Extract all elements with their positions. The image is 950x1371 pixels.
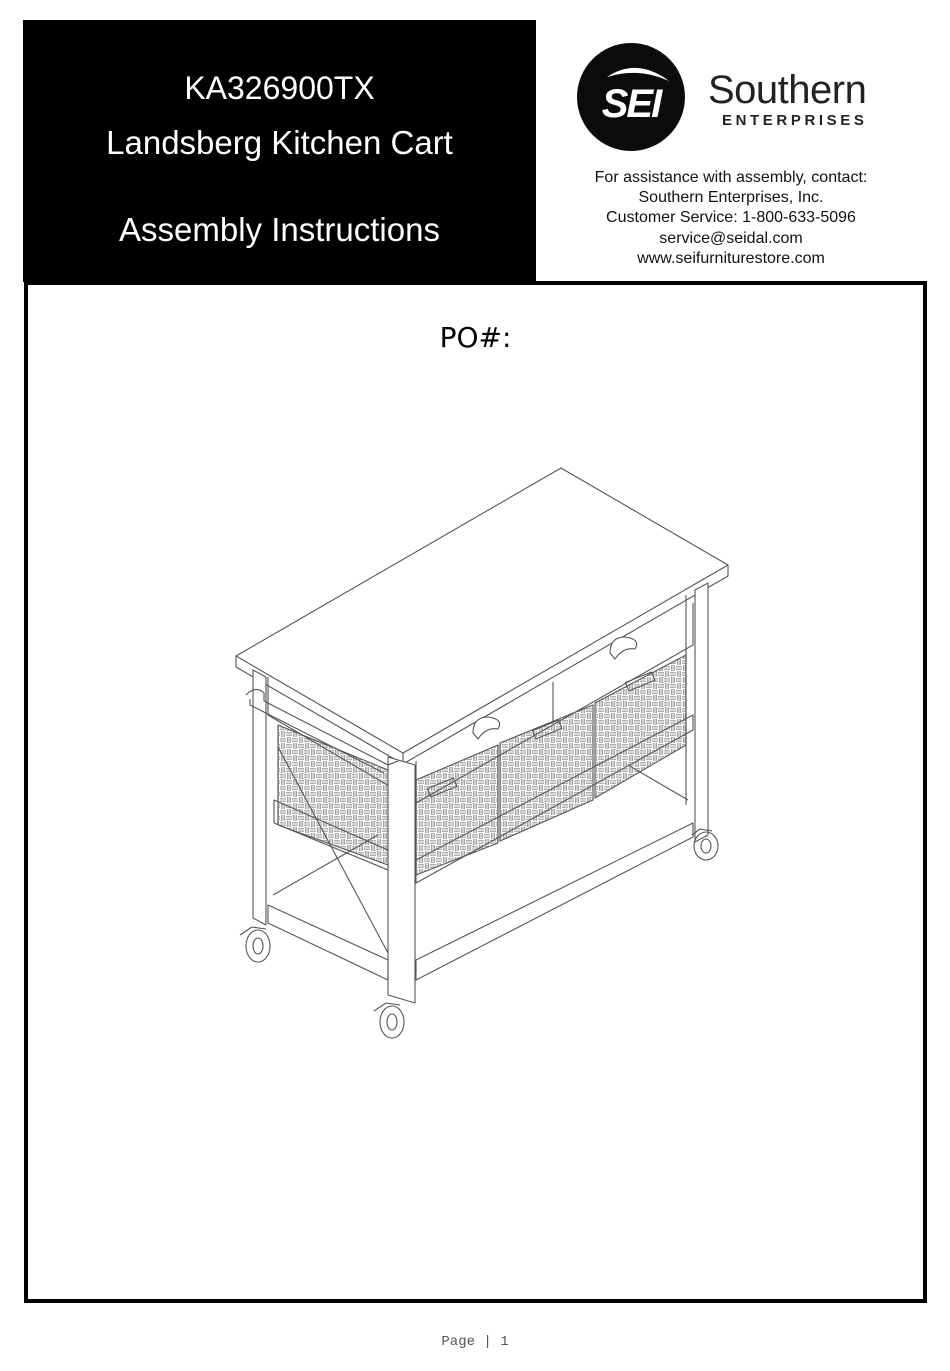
company-name: Southern Enterprises, Inc.	[638, 189, 824, 207]
website-link[interactable]: www.seifurniturestore.com	[637, 249, 825, 267]
contact-intro: For assistance with assembly, contact:	[594, 169, 868, 186]
main-frame	[24, 281, 927, 1303]
page-number: Page | 1	[441, 1334, 509, 1350]
customer-service-phone: Customer Service: 1-800-633-5096	[606, 209, 856, 227]
brand-block	[536, 20, 926, 282]
svg-text:SEI: SEI	[601, 82, 661, 126]
product-name: Landsberg Kitchen Cart	[106, 124, 453, 161]
sei-circle-logo-icon	[577, 43, 685, 151]
title-block	[23, 20, 536, 282]
document-type: Assembly Instructions	[119, 211, 440, 248]
brand-subtitle: ENTERPRISES	[722, 112, 868, 129]
email-link[interactable]: service@seidal.com	[659, 229, 803, 247]
po-number-label: PO#:	[439, 321, 512, 354]
model-number: KA326900TX	[184, 70, 375, 106]
contact-info	[536, 168, 926, 269]
brand-name: Southern	[708, 68, 867, 112]
kitchen-cart-illustration	[208, 455, 748, 1055]
